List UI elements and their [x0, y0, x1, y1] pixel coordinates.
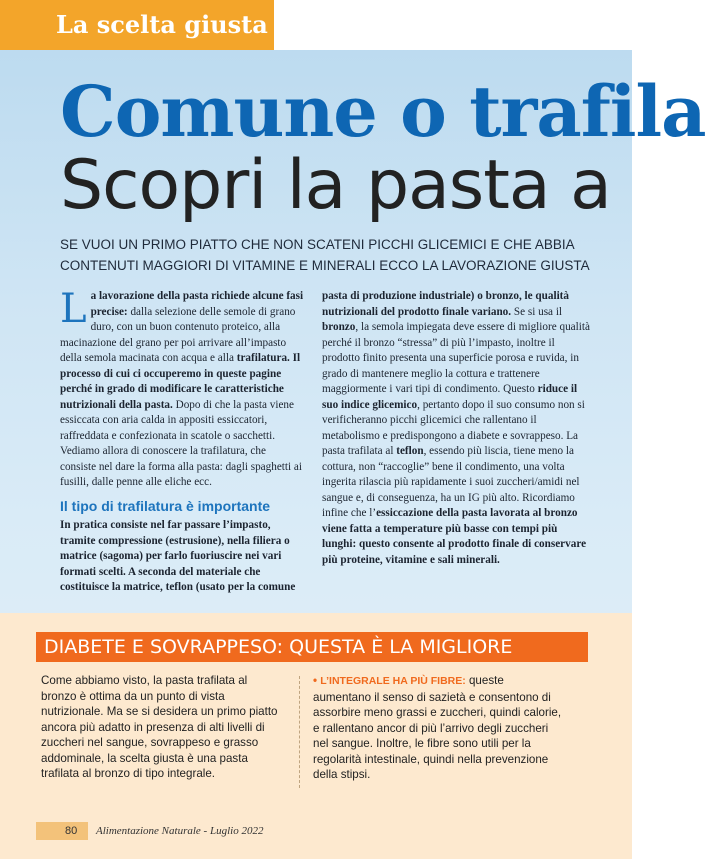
subheading: Il tipo di trafilatura è importante	[60, 497, 271, 514]
col2-conclusion: essiccazione della pasta lavorata al bronzo viene fatta a temperature più basse con tempi più lunghi: questo consente al prodotto finale di conservare più proteine, vitamine e sali minerali.	[322, 507, 587, 566]
drop-cap: L	[60, 286, 87, 332]
page-number: 80	[36, 822, 88, 840]
sidebar-box-left-text: Come abbiamo visto, la pasta trafilata al bronzo è ottima da un punto di vista nutrizionale. Ma se si desidera un primo piatto ancora più adatto in presenza di alti livelli di zuccheri nel sangue, sovrappeso e grasso addominale, la scelta giusta è una pasta trafilata al bronzo di tipo integrale.	[41, 674, 278, 780]
bullet-icon: •	[313, 674, 318, 687]
article-column-left	[60, 286, 304, 596]
standfirst: SE VUOI UN PRIMO PIATTO CHE NON SCATENI PICCHI GLICEMICI E CHE ABBIA CONTENUTI MAGGIORI DI VITAMINE E MINERALI ECCO LA LAVORAZIONE GIUSTA	[60, 237, 590, 273]
section-tag: La scelta giusta	[0, 0, 274, 50]
sidebar-box-right-text	[313, 673, 563, 783]
intro-emphasis: trafilatura. Il processo di cui ci occuperemo in queste pagine perché in grado di modificare le caratteristiche nutrizionali della pasta.	[60, 352, 301, 411]
intro-lead: a lavorazione della pasta richiede alcune fasi precise:	[90, 290, 304, 318]
col2-text-1: Se si usa il	[511, 305, 563, 318]
sidebar-box-divider	[299, 676, 300, 788]
col2-text-2: , la semola impiegata deve essere di migliore qualità perché il bronzo “stressa” di più l’impasto, inoltre il prodotto finito presenta una superficie porosa e ruvida, in grado di mantenere meglio la cottura e trattenere maggiormente i vari tipi di condimento. Questo	[322, 321, 590, 395]
sidebar-box-lead: L’INTEGRALE HA PIÙ FIBRE:	[320, 675, 466, 687]
sidebar-box-title: DIABETE E SOVRAPPESO: QUESTA È LA MIGLIORE	[36, 632, 588, 662]
publication-line: Alimentazione Naturale - Luglio 2022	[96, 825, 264, 837]
col2-lead: pasta di produzione industriale) o bronzo, le qualità nutrizionali del prodotto finale variano.	[322, 290, 569, 318]
intro-text-end: Dopo di che la pasta viene essiccata con aria calda in appositi essiccatori, raffreddata e confezionata in scatole o sacchetti. Vediamo allora di conoscere la trafilatura, che consiste nel dare la forma alla pasta: dagli spaghetti ai fusilli, dalle penne alle eliche ecc.	[60, 398, 302, 488]
col2-glycemic: riduce il suo indice glicemico	[322, 383, 578, 411]
trafilatura-text: In pratica consiste nel far passare l’impasto, tramite compressione (estrusione), nella filiera o matrice (sagoma) per farlo fuoriuscire nei vari formati scelti. A seconda del materiale che costituisce la matrice, teflon (usato per la comune	[60, 519, 296, 593]
intro-paragraph	[60, 286, 304, 491]
article-column-right	[322, 289, 590, 568]
col2-teflon: teflon	[396, 445, 424, 457]
bronzo-paragraph	[322, 289, 590, 568]
intro-text: dalla selezione delle semole di grano duro, con un buon contenuto proteico, alla macinazione del grano per poi arrivare all’impasto della semola macinata con acqua e alla	[60, 305, 296, 364]
headline-line-1: Comune o trafila	[60, 70, 705, 153]
footer-band	[0, 817, 632, 859]
col2-text-3: , pertanto dopo il suo consumo non si verificheranno picchi glicemici che rallentano il metabolismo e predispongono a diabete e sovrappeso. La pasta trafilata al	[322, 398, 585, 457]
col2-text-4: , essendo più liscia, tiene meno la cottura, non “raccoglie” bene il condimento, una volta ingerita rilascia più rapidamente i suoi zuccheri/amidi nel sangue e, di conseguenza, ha un IG più alto. Ricordiamo infine che l’	[322, 445, 580, 519]
col2-bronzo: bronzo	[322, 321, 356, 333]
trafilatura-paragraph	[60, 518, 304, 596]
sidebar-box-right-body: queste aumentano il senso di sazietà e consentono di assorbire meno grassi e zuccheri, quindi calorie, e rallentano ancor di più l’arrivo degli zuccheri nel sangue. Inoltre, le fibre sono utili per la regolarità intestinale, quindi nella prevenzione della stipsi.	[313, 674, 562, 781]
headline-line-2: Scopri la pasta a	[60, 146, 611, 225]
